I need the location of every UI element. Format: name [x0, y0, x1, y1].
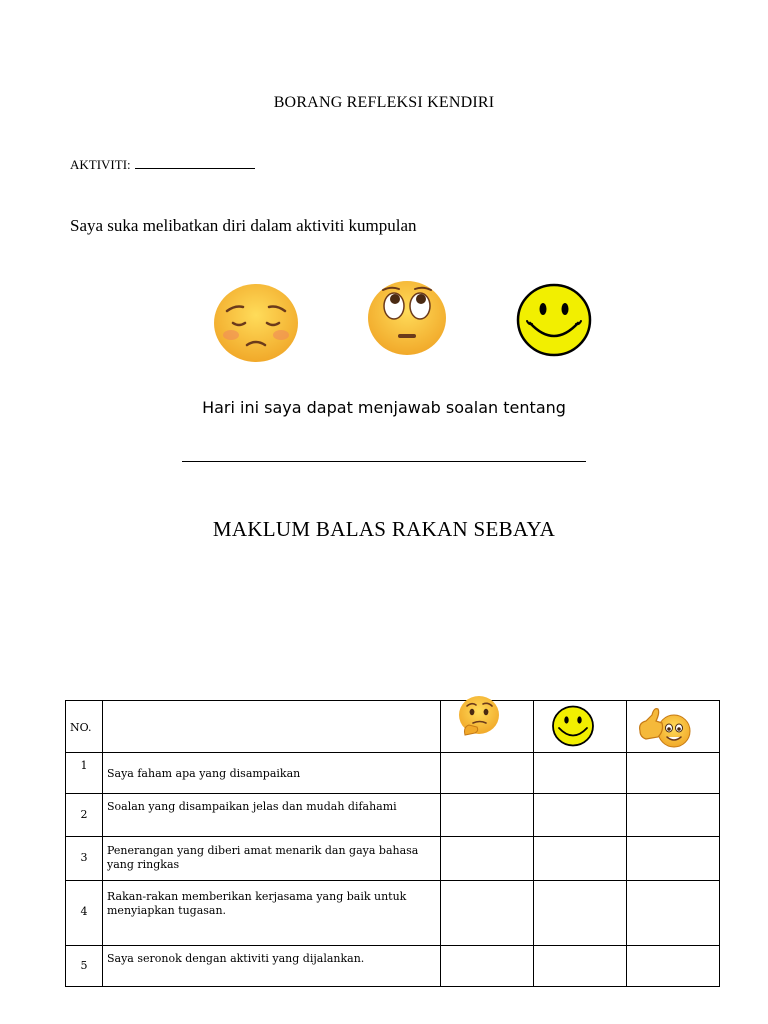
- row-statement: Penerangan yang diberi amat menarik dan gaya bahasa yang ringkas: [103, 837, 441, 881]
- answer-blank-line[interactable]: [182, 461, 586, 462]
- peer-feedback-table: [65, 700, 720, 987]
- rating-cell-thumbs[interactable]: [627, 881, 720, 946]
- table-row: [66, 753, 720, 794]
- table-row: [66, 946, 720, 987]
- row-statement: Saya faham apa yang disampaikan: [103, 753, 441, 794]
- pensive-face-icon[interactable]: [213, 283, 299, 363]
- rating-cell-smiley[interactable]: [534, 794, 627, 837]
- table-row: [66, 837, 720, 881]
- rating-cell-thumbs[interactable]: [627, 794, 720, 837]
- form-title: BORANG REFLEKSI KENDIRI: [273, 94, 495, 111]
- row-statement: Soalan yang disampaikan jelas dan mudah difahami: [103, 794, 441, 837]
- rating-cell-thinking[interactable]: [441, 837, 534, 881]
- rating-cell-thinking[interactable]: [441, 753, 534, 794]
- activity-field: [70, 157, 255, 173]
- eye-roll-face-icon[interactable]: [367, 280, 447, 356]
- rating-cell-smiley[interactable]: [534, 881, 627, 946]
- smiley-face-icon: [551, 705, 595, 747]
- table-row: [66, 881, 720, 946]
- header-no-label: NO.: [70, 721, 92, 734]
- activity-blank-line[interactable]: [135, 158, 255, 169]
- smiley-face-icon[interactable]: [516, 283, 592, 357]
- rating-cell-smiley[interactable]: [534, 837, 627, 881]
- self-reflection-statement: Saya suka melibatkan diri dalam aktiviti kumpulan: [70, 216, 417, 235]
- rating-cell-thumbs[interactable]: [627, 837, 720, 881]
- row-number: 1: [80, 759, 88, 772]
- table-row: [66, 794, 720, 837]
- row-statement: Saya seronok dengan aktiviti yang dijalankan.: [103, 946, 441, 987]
- row-number: 5: [80, 959, 88, 972]
- row-number: 4: [80, 905, 88, 918]
- rating-cell-smiley[interactable]: [534, 753, 627, 794]
- rating-cell-thumbs[interactable]: [627, 946, 720, 987]
- table-header-row: [66, 701, 720, 753]
- reflection-question: Hari ini saya dapat menjawab soalan tentang: [202, 398, 566, 417]
- thinking-face-icon: [455, 695, 503, 737]
- rating-cell-thinking[interactable]: [441, 794, 534, 837]
- rating-cell-thumbs[interactable]: [627, 753, 720, 794]
- row-number: 3: [80, 851, 88, 864]
- row-statement: Rakan-rakan memberikan kerjasama yang baik untuk menyiapkan tugasan.: [103, 881, 441, 946]
- header-statement-cell: [103, 701, 441, 753]
- rating-cell-thinking[interactable]: [441, 946, 534, 987]
- row-number: 2: [80, 808, 88, 821]
- peer-feedback-title: MAKLUM BALAS RAKAN SEBAYA: [212, 517, 556, 541]
- activity-label: AKTIVITI:: [70, 157, 131, 172]
- thumbs-up-face-icon: [636, 701, 692, 751]
- rating-cell-thinking[interactable]: [441, 881, 534, 946]
- rating-cell-smiley[interactable]: [534, 946, 627, 987]
- header-no-cell: [66, 701, 103, 753]
